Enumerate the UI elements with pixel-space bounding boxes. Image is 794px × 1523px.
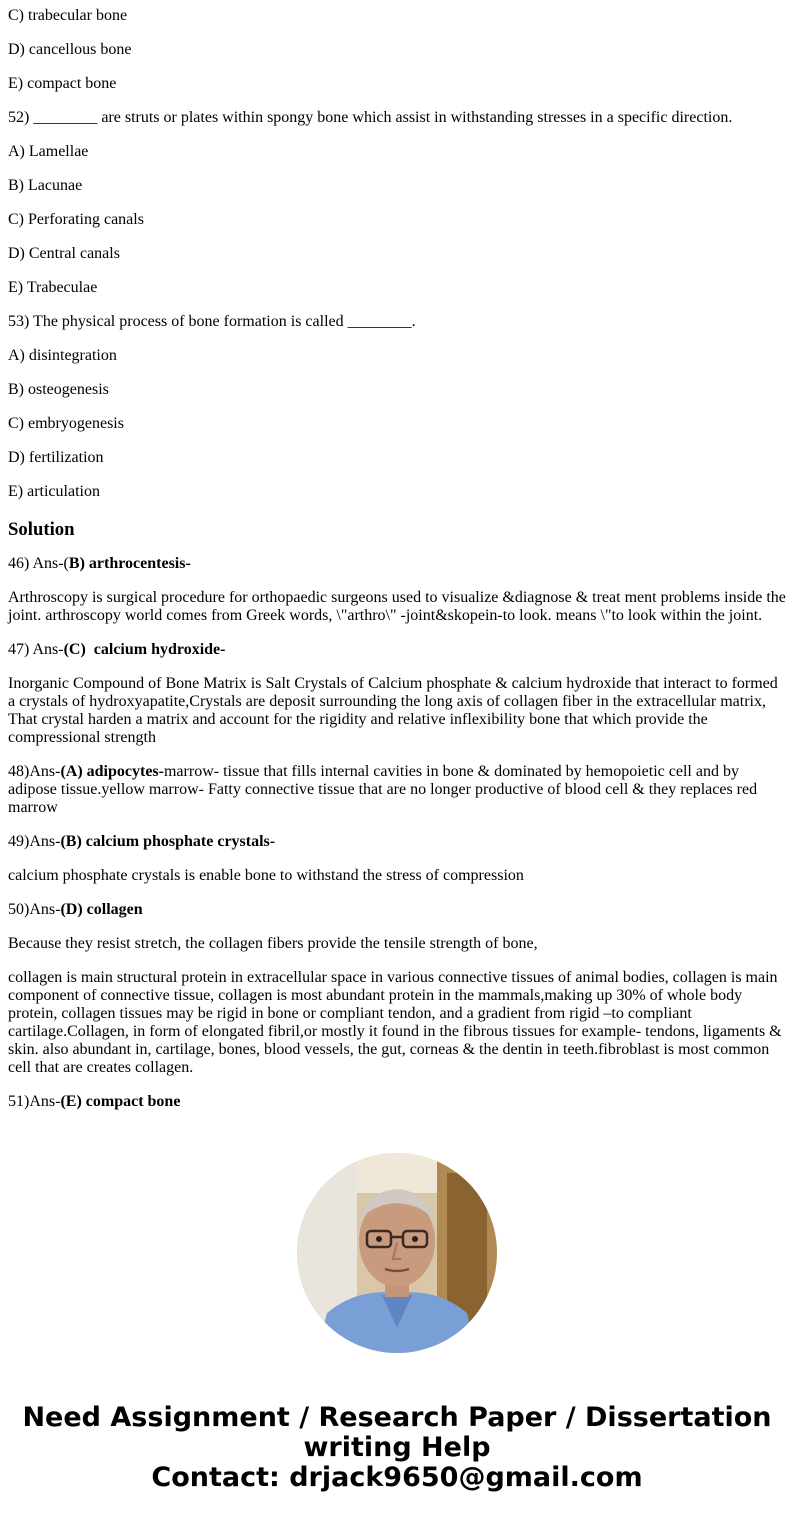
answer-48-choice: (A) adipocytes- <box>60 763 164 780</box>
answer-48-explanation: marrow- tissue that fills internal cavities in bone & dominated by hemopoietic cell and by adipose tissue.yellow marrow- Fatty connective tissue that are no longer productive of blood cell & they replaces red marrow <box>8 763 758 816</box>
option-q52-e: E) Trabeculae <box>8 279 98 296</box>
option-q51-e: E) compact bone <box>8 75 117 92</box>
answer-51-choice: (E) compact bone <box>60 1093 181 1110</box>
tutor-portrait-image <box>297 1153 497 1353</box>
promo-contact-line: Contact: drjack9650@gmail.com <box>151 1462 643 1493</box>
answer-49-explanation: calcium phosphate crystals is enable bone to withstand the stress of compression <box>8 867 524 884</box>
answer-50-prefix: 50)Ans- <box>8 901 61 918</box>
answer-51-prefix: 51)Ans- <box>8 1093 61 1110</box>
option-q52-b: B) Lacunae <box>8 177 83 194</box>
answer-46-explanation: Arthroscopy is surgical procedure for orthopaedic surgeons used to visualize &diagnose & treat ment problems inside the joint. arthroscopy world comes from Greek words, \"arthro\" -joint&skopein-to look. means \"to look within the joint. <box>8 589 786 624</box>
option-q53-b: B) osteogenesis <box>8 381 109 398</box>
answer-50 <box>8 901 788 919</box>
answer-47-prefix: 47) Ans- <box>8 641 64 658</box>
answer-51 <box>8 1093 788 1111</box>
answer-50-explanation-2: collagen is main structural protein in extracellular space in various connective tissues of animal bodies, collagen is main component of connective tissue, collagen is most abundant protein in the mammals,making up 30% of whole body protein, collagen tissues may be rigid in bone or compliant tendon, and a gradient from rigid –to compliant cartilage.Collagen, in form of elongated fibril,or mostly it found in the fibrous tissues for example- tendons, ligaments & skin. also abundant in, cartilage, bones, blood vessels, the gut, corneas & the dentin in teeth.fibroblast is most common cell that are creates collagen. <box>8 969 782 1076</box>
answer-49-prefix: 49)Ans- <box>8 833 61 850</box>
answer-46-choice: B) arthrocentesis- <box>68 555 191 572</box>
option-q52-a: A) Lamellae <box>8 143 89 160</box>
answer-48 <box>8 763 788 817</box>
answer-50-explanation-1: Because they resist stretch, the collagen fibers provide the tensile strength of bone, <box>8 935 538 952</box>
assignment-help-banner <box>0 1403 794 1493</box>
answer-49 <box>8 833 788 851</box>
option-q53-e: E) articulation <box>8 483 100 500</box>
promo-line-1: Need Assignment / Research Paper / Dissertation <box>22 1402 772 1433</box>
option-q52-c: C) Perforating canals <box>8 211 144 228</box>
tutor-avatar <box>297 1153 497 1353</box>
solution-heading: Solution <box>8 519 75 540</box>
answer-47-explanation: Inorganic Compound of Bone Matrix is Salt Crystals of Calcium phosphate & calcium hydroxide that interact to formed a crystals of hydroxyapatite,Crystals are deposit surrounding the long axis of collagen fiber in the extracellular matrix, That crystal harden a matrix and account for the rigidity and relative inflexibility bone that which provide the compressional strength <box>8 675 778 746</box>
option-q53-c: C) embryogenesis <box>8 415 124 432</box>
option-q51-d: D) cancellous bone <box>8 41 132 58</box>
option-q53-a: A) disintegration <box>8 347 117 364</box>
answer-49-choice: (B) calcium phosphate crystals- <box>60 833 276 850</box>
option-q51-c: C) trabecular bone <box>8 7 128 24</box>
answer-47 <box>8 641 788 659</box>
question-52-stem: 52) ________ are struts or plates within spongy bone which assist in withstanding stresses in a specific direction. <box>8 109 733 126</box>
option-q53-d: D) fertilization <box>8 449 104 466</box>
promo-line-2: writing Help <box>303 1432 491 1463</box>
option-q52-d: D) Central canals <box>8 245 120 262</box>
answer-46 <box>8 555 788 573</box>
answer-47-choice: (C) calcium hydroxide- <box>63 641 226 658</box>
document-content <box>8 7 788 1127</box>
answer-48-prefix: 48)Ans- <box>8 763 61 780</box>
answer-46-prefix: 46) Ans-( <box>8 555 69 572</box>
question-53-stem: 53) The physical process of bone formation is called ________. <box>8 313 416 330</box>
answer-50-choice: (D) collagen <box>60 901 143 918</box>
